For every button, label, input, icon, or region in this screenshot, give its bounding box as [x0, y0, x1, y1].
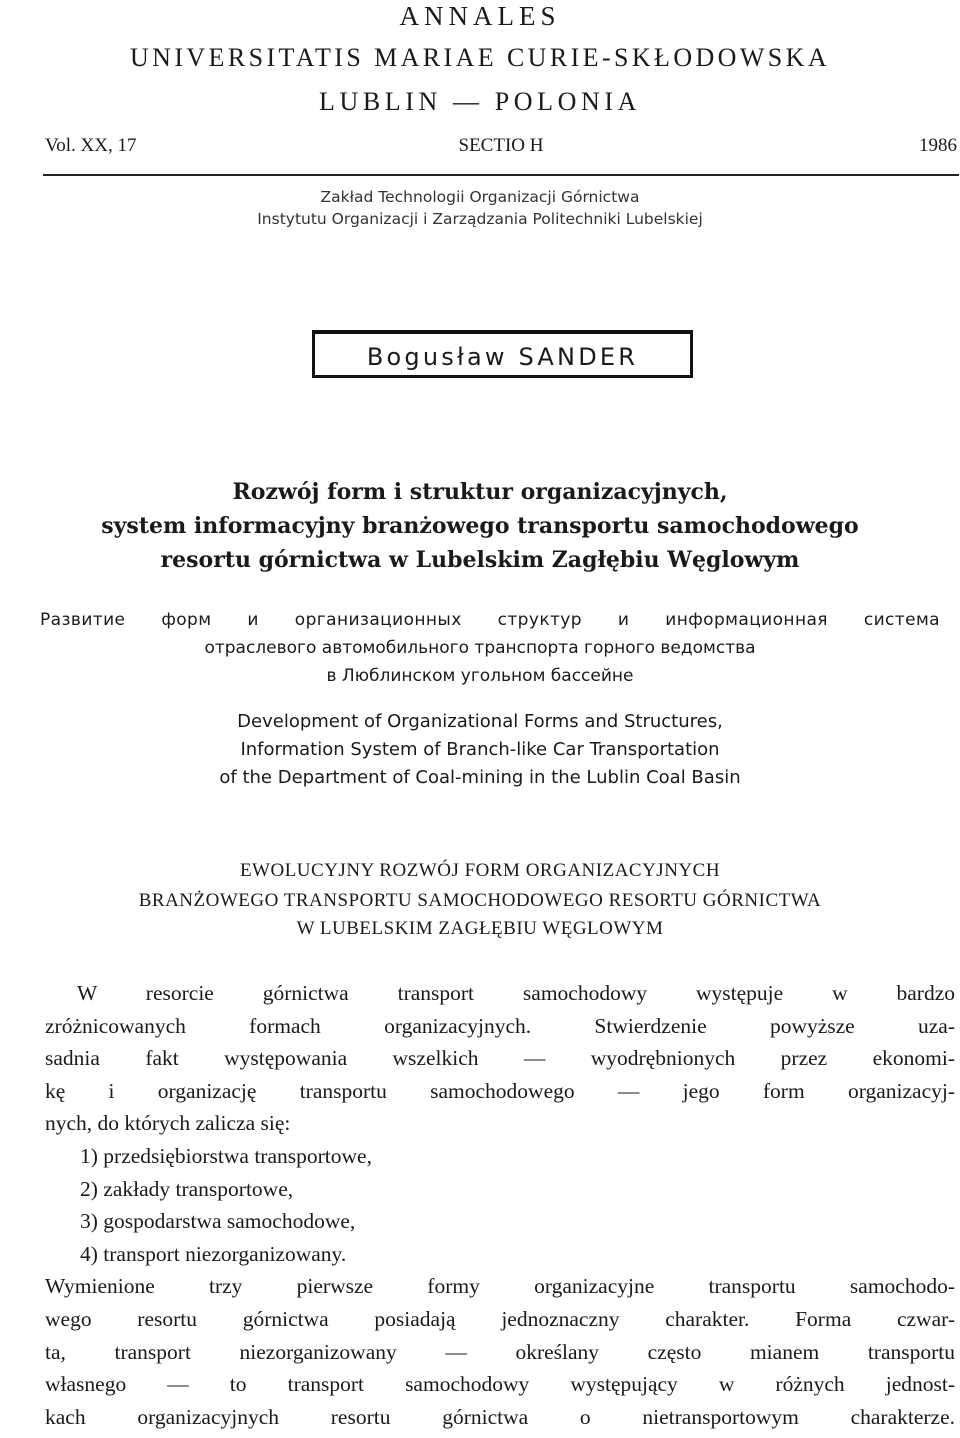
author-name: Bogusław SANDER: [366, 343, 639, 371]
paragraph-line: ta, transport niezorganizowany — określany często mianem transportu: [45, 1339, 955, 1364]
body-text: [45, 977, 955, 1433]
list-item: 2) zakłady transportowe,: [80, 1176, 294, 1201]
paragraph-line: kach organizacyjnych resortu górnictwa o nietransportowym charakterze.: [45, 1404, 955, 1429]
institution-dept: Zakład Technologii Organizacji Górnictwa: [320, 188, 640, 206]
section-heading-line: W LUBELSKIM ZAGŁĘBIU WĘGLOWYM: [296, 918, 664, 939]
title-en-line: of the Department of Coal-mining in the Lublin Coal Basin: [219, 767, 741, 788]
paragraph-line: własnego — to transport samochodowy występujący w różnych jednost-: [45, 1372, 955, 1397]
title-ru-line: в Люблинском угольном бассейне: [326, 666, 634, 686]
section-label: SECTIO H: [458, 135, 544, 156]
title-pl-line: resortu górnictwa w Lubelskim Zagłębiu Węglowym: [160, 547, 800, 573]
volume-row: [45, 133, 957, 159]
section-heading-line: BRANŻOWEGO TRANSPORTU SAMOCHODOWEGO RESORTU GÓRNICTWA: [138, 890, 822, 911]
title-pl-line: Rozwój form i struktur organizacyjnych,: [232, 479, 728, 505]
paragraph-line: Wymienione trzy pierwsze formy organizacyjne transportu samochodo-: [45, 1274, 955, 1299]
paragraph-line: wego resortu górnictwa posiadają jednoznaczny charakter. Forma czwar-: [45, 1306, 955, 1331]
paragraph-line: W resorcie górnictwa transport samochodowy występuje w bardzo: [77, 981, 955, 1005]
section-heading-line: EWOLUCYJNY ROZWÓJ FORM ORGANIZACYJNYCH: [239, 860, 721, 881]
title-en-line: Information System of Branch-like Car Transportation: [240, 739, 720, 760]
paragraph-line: sadnia fakt występowania wszelkich — wyodrębnionych przez ekonomi-: [45, 1046, 955, 1071]
title-pl-line: system informacyjny branżowego transportu samochodowego: [101, 513, 859, 539]
list-item: 1) przedsiębiorstwa transportowe,: [80, 1143, 372, 1168]
header-divider: [43, 174, 959, 176]
university-name: UNIVERSITATIS MARIAE CURIE-SKŁODOWSKA: [129, 43, 831, 72]
city-country: LUBLIN — POLONIA: [318, 87, 642, 116]
paragraph-line: nych, do których zalicza się:: [45, 1111, 291, 1136]
journal-name: ANNALES: [399, 1, 561, 31]
list-item: 3) gospodarstwa samochodowe,: [80, 1209, 356, 1234]
title-en-line: Development of Organizational Forms and Structures,: [237, 711, 723, 732]
paragraph-line: kę i organizację transportu samochodowego — jego form organizacyj-: [45, 1078, 955, 1103]
paragraph-line: zróżnicowanych formach organizacyjnych. Stwierdzenie powyższe uza-: [45, 1013, 955, 1038]
institution-parent: Instytutu Organizacji i Zarządzania Politechniki Lubelskiej: [257, 210, 703, 228]
list-item: 4) transport niezorganizowany.: [80, 1241, 347, 1266]
author-box: [312, 330, 693, 378]
publication-year: 1986: [919, 135, 957, 156]
title-ru-line: Развитие форм и организационных структур и информационная система: [40, 610, 940, 630]
title-ru-line: отраслевого автомобильного транспорта горного ведомства: [204, 638, 756, 658]
volume-number: Vol. XX, 17: [45, 135, 137, 156]
